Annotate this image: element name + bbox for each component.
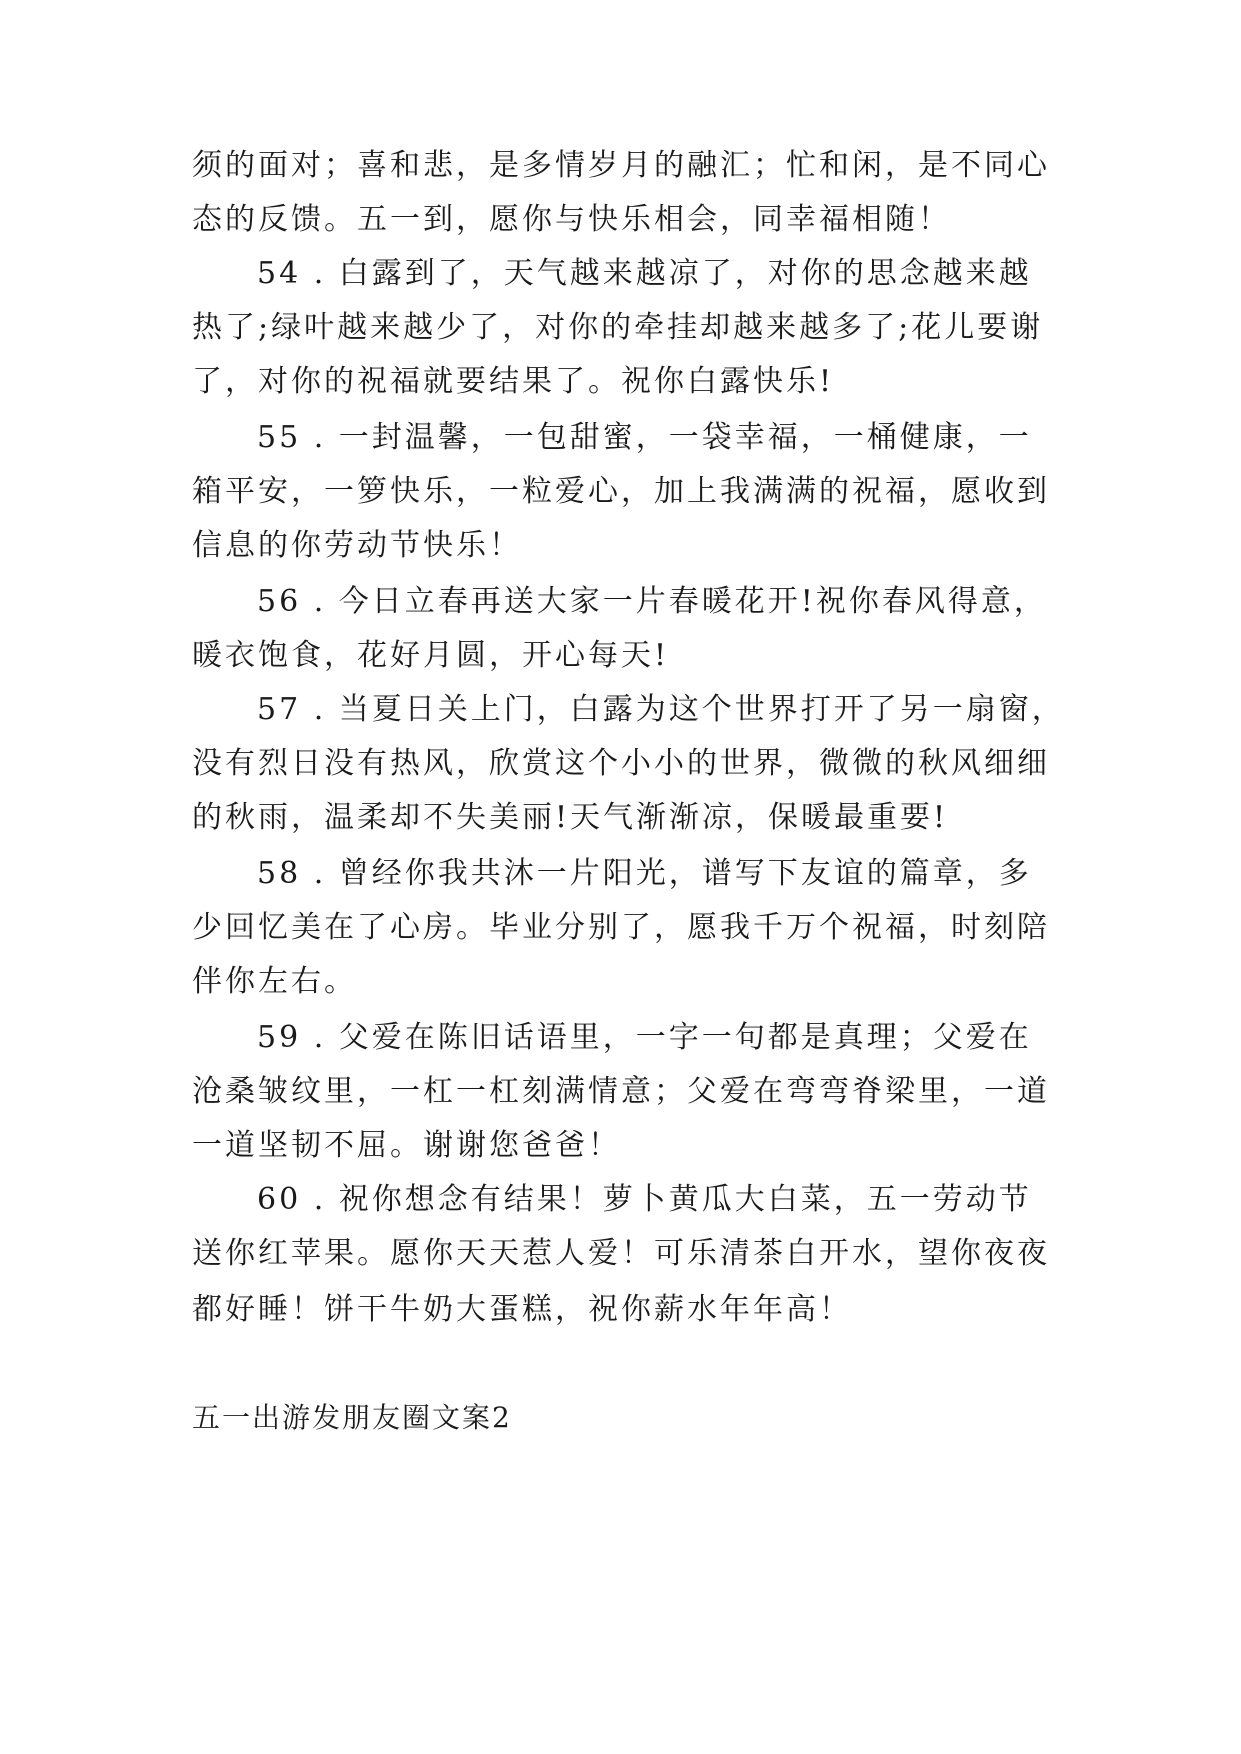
text-line: 的秋雨，温柔却不失美丽!天气渐渐凉，保暖最重要! (192, 800, 949, 835)
text-line: 箱平安，一箩快乐，一粒爱心，加上我满满的祝福，愿收到 (192, 474, 1050, 509)
text-line: 都好睡！饼干牛奶大蛋糕，祝你薪水年年高！ (192, 1292, 852, 1327)
text-line: 伴你左右。 (192, 964, 357, 999)
section-title: 五一出游发朋友圈文案2 (192, 1401, 512, 1434)
text-line: 送你红苹果。愿你天天惹人爱！可乐清茶白开水，望你夜夜 (192, 1236, 1050, 1271)
item-60-line: 60 . 祝你想念有结果！萝卜黄瓜大白菜，五一劳动节 (257, 1182, 1032, 1217)
text-line: 热了;绿叶越来越少了，对你的牵挂却越来越多了;花儿要谢 (192, 310, 1044, 345)
text-line: 须的面对；喜和悲，是多情岁月的融汇；忙和闲，是不同心 (192, 148, 1050, 183)
item-55-line: 55 . 一封温馨，一包甜蜜，一袋幸福，一桶健康，一 (257, 420, 1032, 455)
item-54-line: 54 . 白露到了，天气越来越凉了，对你的思念越来越 (257, 256, 1032, 291)
item-59-line: 59 . 父爱在陈旧话语里，一字一句都是真理；父爱在 (257, 1020, 1032, 1055)
text-line: 态的反馈。五一到，愿你与快乐相会，同幸福相随！ (192, 202, 951, 237)
item-57-line: 57 . 当夏日关上门，白露为这个世界打开了另一扇窗， (257, 692, 1065, 727)
text-line: 少回忆美在了心房。毕业分别了，愿我千万个祝福，时刻陪 (192, 910, 1050, 945)
text-line: 了，对你的祝福就要结果了。祝你白露快乐! (192, 364, 835, 399)
text-line: 信息的你劳动节快乐！ (192, 528, 522, 563)
text-line: 沧桑皱纹里，一杠一杠刻满情意；父爱在弯弯脊梁里，一道 (192, 1074, 1050, 1109)
text-line: 一道坚韧不屈。谢谢您爸爸！ (192, 1128, 621, 1163)
text-line: 暖衣饱食，花好月圆，开心每天! (192, 638, 670, 673)
item-58-line: 58 . 曾经你我共沐一片阳光，谱写下友谊的篇章，多 (257, 856, 1032, 891)
text-line: 没有烈日没有热风，欣赏这个小小的世界，微微的秋风细细 (192, 746, 1050, 781)
item-56-line: 56 . 今日立春再送大家一片春暖花开!祝你春风得意， (257, 584, 1047, 619)
